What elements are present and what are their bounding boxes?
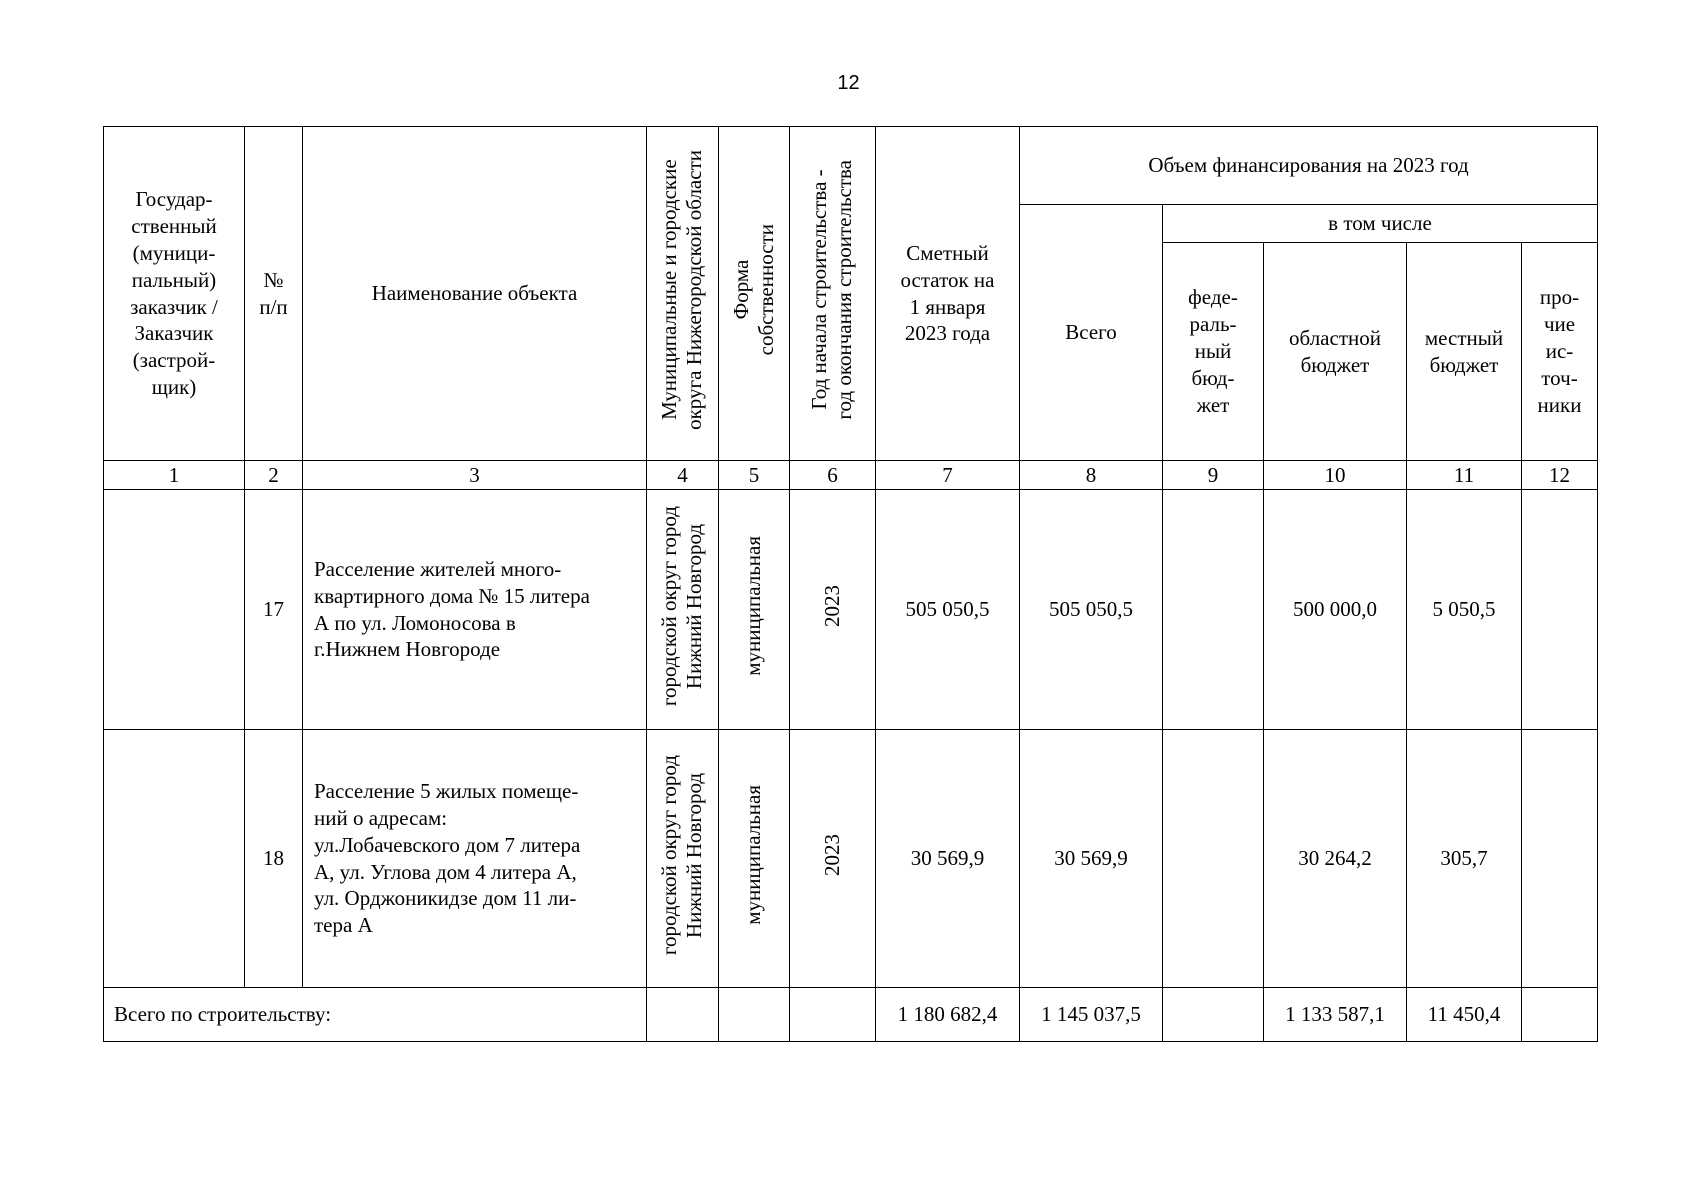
totals-label: Всего по строительству:	[104, 988, 647, 1042]
totals-ownership	[719, 988, 790, 1042]
totals-regional: 1 133 587,1	[1264, 988, 1407, 1042]
header-customer: Государ- ственный (муници- пальный) заказчик / Заказчик (застрой- щик)	[104, 127, 245, 461]
column-number: 7	[876, 461, 1020, 490]
column-number: 9	[1163, 461, 1264, 490]
table-row	[104, 730, 1598, 988]
header-federal: феде- раль- ный бюд- жет	[1163, 243, 1264, 461]
cell-local: 305,7	[1407, 730, 1522, 988]
totals-year	[790, 988, 876, 1042]
cell-estimate: 505 050,5	[876, 490, 1020, 730]
header-estimate: Сметный остаток на 1 января 2023 года	[876, 127, 1020, 461]
cell-customer	[104, 730, 245, 988]
header-regional: областной бюджет	[1264, 243, 1407, 461]
header-municipality: Муниципальные и городские округа Нижегородской области	[647, 127, 719, 461]
header-name: Наименование объекта	[303, 127, 647, 461]
cell-object-name: Расселение жителей много- квартирного дома № 15 литера А по ул. Ломоносова в г.Нижнем Новгороде	[303, 490, 647, 730]
totals-row	[104, 988, 1598, 1042]
totals-local: 11 450,4	[1407, 988, 1522, 1042]
column-number: 11	[1407, 461, 1522, 490]
header-row-1	[104, 127, 1598, 205]
cell-object-name: Расселение 5 жилых помеще- ний о адресам: ул.Лобачевского дом 7 литера А, ул. Углова дом 4 литера А, ул. Орджоникидзе дом 11 ли- тера А	[303, 730, 647, 988]
cell-estimate: 30 569,9	[876, 730, 1020, 988]
column-number: 3	[303, 461, 647, 490]
funding-table	[103, 126, 1598, 1042]
cell-customer	[104, 490, 245, 730]
cell-other	[1522, 490, 1598, 730]
column-number: 8	[1020, 461, 1163, 490]
cell-regional: 500 000,0	[1264, 490, 1407, 730]
cell-local: 5 050,5	[1407, 490, 1522, 730]
column-number: 10	[1264, 461, 1407, 490]
header-ownership: Форма собственности	[719, 127, 790, 461]
header-other: про- чие ис- точ- ники	[1522, 243, 1598, 461]
header-local: местный бюджет	[1407, 243, 1522, 461]
totals-federal	[1163, 988, 1264, 1042]
header-funding: Объем финансирования на 2023 год	[1020, 127, 1598, 205]
page-number: 12	[837, 72, 860, 94]
totals-municipality	[647, 988, 719, 1042]
cell-other	[1522, 730, 1598, 988]
cell-ownership: муниципальная	[719, 490, 790, 730]
column-number: 1	[104, 461, 245, 490]
column-number: 4	[647, 461, 719, 490]
cell-municipality: городской округ город Нижний Новгород	[647, 730, 719, 988]
cell-year: 2023	[790, 490, 876, 730]
column-number: 5	[719, 461, 790, 490]
cell-total: 30 569,9	[1020, 730, 1163, 988]
totals-estimate: 1 180 682,4	[876, 988, 1020, 1042]
totals-other	[1522, 988, 1598, 1042]
cell-municipality: городской округ город Нижний Новгород	[647, 490, 719, 730]
cell-federal	[1163, 730, 1264, 988]
header-years: Год начала строительства - год окончания строительства	[790, 127, 876, 461]
cell-ownership: муниципальная	[719, 730, 790, 988]
cell-total: 505 050,5	[1020, 490, 1163, 730]
header-total: Всего	[1020, 205, 1163, 461]
column-number: 2	[245, 461, 303, 490]
cell-regional: 30 264,2	[1264, 730, 1407, 988]
cell-federal	[1163, 490, 1264, 730]
header-number: № п/п	[245, 127, 303, 461]
column-number: 6	[790, 461, 876, 490]
column-number: 12	[1522, 461, 1598, 490]
table-row	[104, 490, 1598, 730]
totals-total: 1 145 037,5	[1020, 988, 1163, 1042]
cell-number: 17	[245, 490, 303, 730]
header-including: в том числе	[1163, 205, 1598, 243]
column-number-row	[104, 461, 1598, 490]
cell-number: 18	[245, 730, 303, 988]
cell-year: 2023	[790, 730, 876, 988]
